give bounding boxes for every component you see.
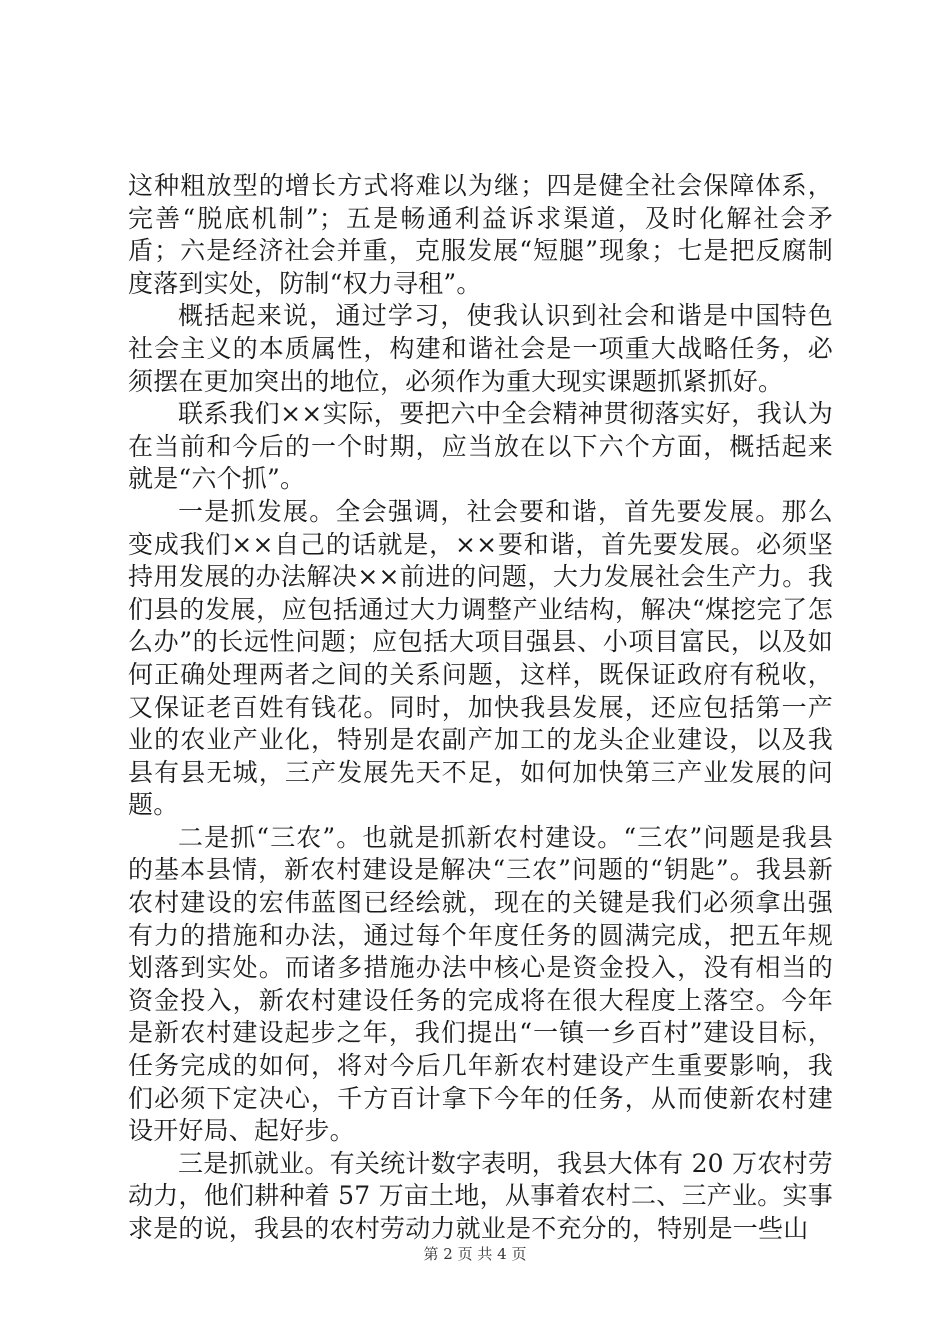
paragraph-3: 联系我们××实际，要把六中全会精神贯彻落实好，我认为在当前和今后的一个时期，应当放在以下六个方面，概括起来就是“六个抓”。 xyxy=(128,399,833,494)
paragraph-6: 三是抓就业。有关统计数字表明，我县大体有 20 万农村劳动力，他们耕种着 57 万亩土地，从事着农村二、三产业。实事求是的说，我县的农村劳动力就业是不充分的，特别是一些山 xyxy=(128,1148,833,1243)
paragraph-5: 二是抓“三农”。也就是抓新农村建设。“三农”问题是我县的基本县情，新农村建设是解决“三农”问题的“钥匙”。我县新农村建设的宏伟蓝图已经绘就，现在的关键是我们必须拿出强有力的措施和办法，通过每个年度任务的圆满完成，把五年规划落到实处。而诸多措施办法中核心是资金投入，没有相当的资金投入，新农村建设任务的完成将在很大程度上落空。今年是新农村建设起步之年，我们提出“一镇一乡百村”建设目标，任务完成的如何，将对今后几年新农村建设产生重要影响，我们必须下定决心，千方百计拿下今年的任务，从而使新农村建设开好局、起好步。 xyxy=(128,822,833,1146)
document-body xyxy=(128,170,833,1246)
page-number-footer: 第 2 页 共 4 页 xyxy=(423,1245,527,1263)
paragraph-2: 概括起来说，通过学习，使我认识到社会和谐是中国特色社会主义的本质属性，构建和谐社会是一项重大战略任务，必须摆在更加突出的地位，必须作为重大现实课题抓紧抓好。 xyxy=(128,301,833,396)
paragraph-1: 这种粗放型的增长方式将难以为继；四是健全社会保障体系，完善“脱底机制”；五是畅通利益诉求渠道，及时化解社会矛盾；六是经济社会并重，克服发展“短腿”现象；七是把反腐制度落到实处，防制“权力寻租”。 xyxy=(128,171,833,298)
paragraph-4: 一是抓发展。全会强调，社会要和谐，首先要发展。那么变成我们××自己的话就是，××要和谐，首先要发展。必须坚持用发展的办法解决××前进的问题，大力发展社会生产力。我们县的发展，应包括通过大力调整产业结构，解决“煤挖完了怎么办”的长远性问题；应包括大项目强县、小项目富民，以及如何正确处理两者之间的关系问题，这样，既保证政府有税收，又保证老百姓有钱花。同时，加快我县发展，还应包括第一产业的农业产业化，特别是农副产加工的龙头企业建设，以及我县有县无城，三产发展先天不足，如何加快第三产业发展的问题。 xyxy=(128,496,833,820)
